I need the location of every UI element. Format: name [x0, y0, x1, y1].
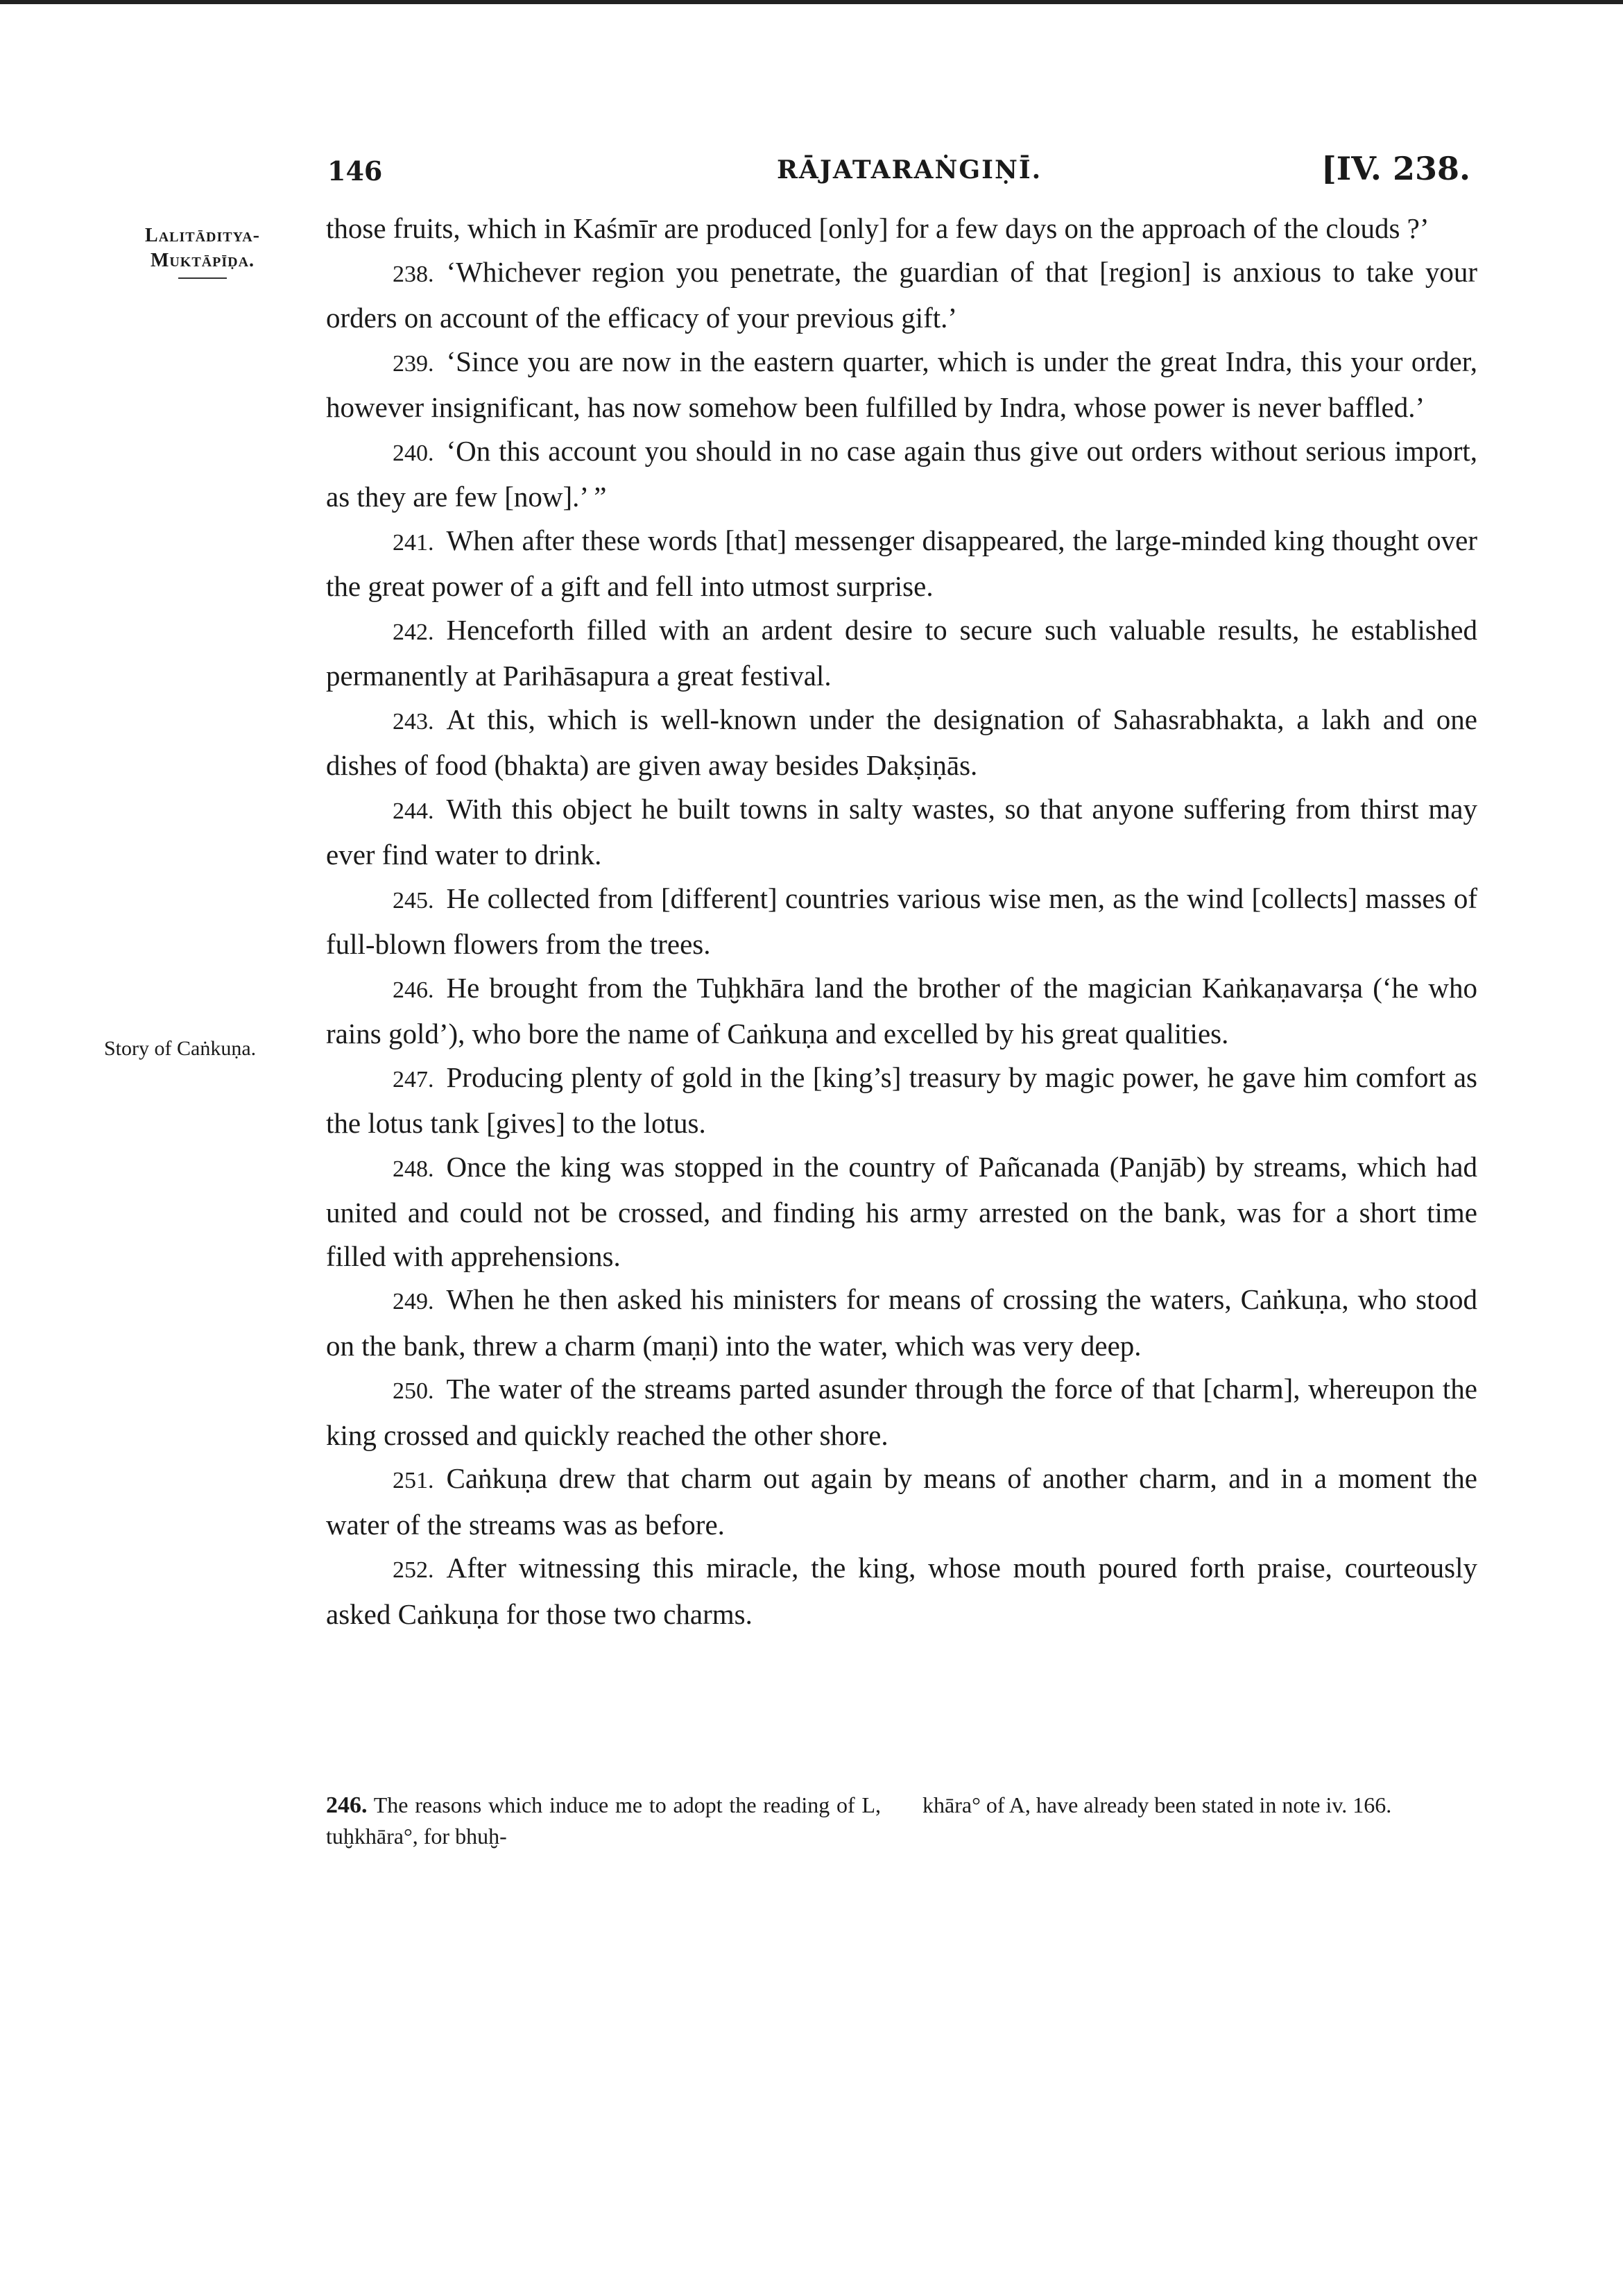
- footnote-left-text: The reasons which induce me to adopt the reading of L, tuḫkhāra°, for bhuḫ-: [326, 1792, 882, 1849]
- verse-245: [326, 877, 1477, 966]
- verse-text: After witnessing this miracle, the king, whose mouth poured forth praise, courteously asked Caṅkuṇa for those two charms.: [326, 1552, 1477, 1630]
- margin-note-dynasty: [126, 223, 279, 279]
- footnote: [326, 1790, 1477, 1851]
- verse-text: Producing plenty of gold in the [king’s] treasury by magic power, he gave him comfort as the lotus tank [gives] to the lotus.: [326, 1061, 1477, 1139]
- paragraph: [326, 207, 1477, 250]
- verse-244: [326, 787, 1477, 877]
- verse-text: With this object he built towns in salty wastes, so that anyone suffering from thirst may ever find water to drink.: [326, 792, 1477, 871]
- verse-number: 239.: [393, 350, 434, 377]
- footnote-right-column: [922, 1790, 1477, 1851]
- margin-note-rule: [178, 277, 227, 279]
- verse-240: [326, 429, 1477, 519]
- verse-249: [326, 1278, 1477, 1367]
- verse-number: 250.: [393, 1378, 434, 1404]
- verse-text: ‘On this account you should in no case again thus give out orders without serious import, as they are few [now].’ ”: [326, 434, 1477, 513]
- footnote-right-text: khāra° of A, have already been stated in note iv. 166.: [922, 1792, 1392, 1817]
- verse-246: [326, 966, 1477, 1056]
- verse-250: [326, 1367, 1477, 1457]
- main-text: [326, 207, 1477, 1636]
- footnote-number: 246.: [326, 1792, 368, 1818]
- verse-text: He brought from the Tuḫkhāra land the brother of the magician Kaṅkaṇavarṣa (‘he who rains gold’), who bore the name of Caṅkuṇa and excelled by his great qualities.: [326, 971, 1477, 1050]
- section-reference: [IV. 238.: [1321, 150, 1470, 187]
- verse-number: 240.: [393, 440, 434, 466]
- verse-number: 242.: [393, 619, 434, 645]
- verse-243: [326, 698, 1477, 787]
- page-header: [0, 146, 1623, 194]
- verse-252: [326, 1546, 1477, 1636]
- verse-238: [326, 250, 1477, 340]
- verse-number: 241.: [393, 529, 434, 556]
- margin-note-dynasty-line2: Muktāpīḍa.: [150, 250, 255, 271]
- page-number: 146: [327, 155, 383, 187]
- verse-text: Once the king was stopped in the country of Pañcanada (Panjāb) by streams, which had united and could not be crossed, and finding his army arrested on the bank, was for a short time filled with apprehensions.: [326, 1150, 1477, 1272]
- verse-text: When he then asked his ministers for means of crossing the waters, Caṅkuṇa, who stood on the bank, threw a charm (maṇi) into the water, which was very deep.: [326, 1283, 1477, 1362]
- verse-number: 248.: [393, 1156, 434, 1182]
- running-title: RĀJATARAṄGIṆĪ.: [777, 155, 1042, 185]
- verse-247: [326, 1056, 1477, 1145]
- verse-251: [326, 1457, 1477, 1546]
- verse-number: 238.: [393, 261, 434, 287]
- verse-239: [326, 340, 1477, 429]
- verse-text: Caṅkuṇa drew that charm out again by means of another charm, and in a moment the water of the streams was as before.: [326, 1462, 1477, 1541]
- verse-text: He collected from [different] countries various wise men, as the wind [collects] masses of full-blown flowers from the trees.: [326, 882, 1477, 960]
- verse-text: ‘Since you are now in the eastern quarter, which is under the great Indra, this your order, however insignificant, has now somehow been fulfilled by Indra, whose power is never baffled.’: [326, 345, 1477, 423]
- verse-text: The water of the streams parted asunder through the force of that [charm], whereupon the king crossed and quickly reached the other shore.: [326, 1373, 1477, 1451]
- verse-number: 246.: [393, 977, 434, 1003]
- verse-number: 247.: [393, 1066, 434, 1093]
- top-edge-rule: [0, 0, 1623, 4]
- verse-text: When after these words [that] messenger disappeared, the large-minded king thought over the great power of a gift and fell into utmost surprise.: [326, 524, 1477, 602]
- margin-note-story: Story of Caṅkuṇa.: [104, 1037, 257, 1060]
- footnote-left-column: [326, 1790, 881, 1851]
- verse-text: Henceforth filled with an ardent desire to secure such valuable results, he established permanently at Parihāsapura a great festival.: [326, 613, 1477, 692]
- verse-number: 249.: [393, 1289, 434, 1314]
- verse-number: 245.: [393, 887, 434, 914]
- margin-note-dynasty-line1: Lalitāditya-: [145, 225, 260, 246]
- paragraph-text: those fruits, which in Kaśmīr are produced [only] for a few days on the approach of the clouds ?’: [326, 212, 1429, 244]
- verse-241: [326, 519, 1477, 608]
- verse-248: [326, 1145, 1477, 1278]
- verse-242: [326, 608, 1477, 698]
- verse-number: 251.: [393, 1468, 434, 1493]
- verse-number: 244.: [393, 798, 434, 824]
- verse-number: 252.: [393, 1557, 434, 1583]
- verse-text: At this, which is well-known under the designation of Sahasrabhakta, a lakh and one dishes of food (bhakta) are given away besides Dakṣiṇās.: [326, 703, 1477, 781]
- verse-text: ‘Whichever region you penetrate, the guardian of that [region] is anxious to take your orders on account of the efficacy of your previous gift.’: [326, 255, 1477, 334]
- verse-number: 243.: [393, 708, 434, 735]
